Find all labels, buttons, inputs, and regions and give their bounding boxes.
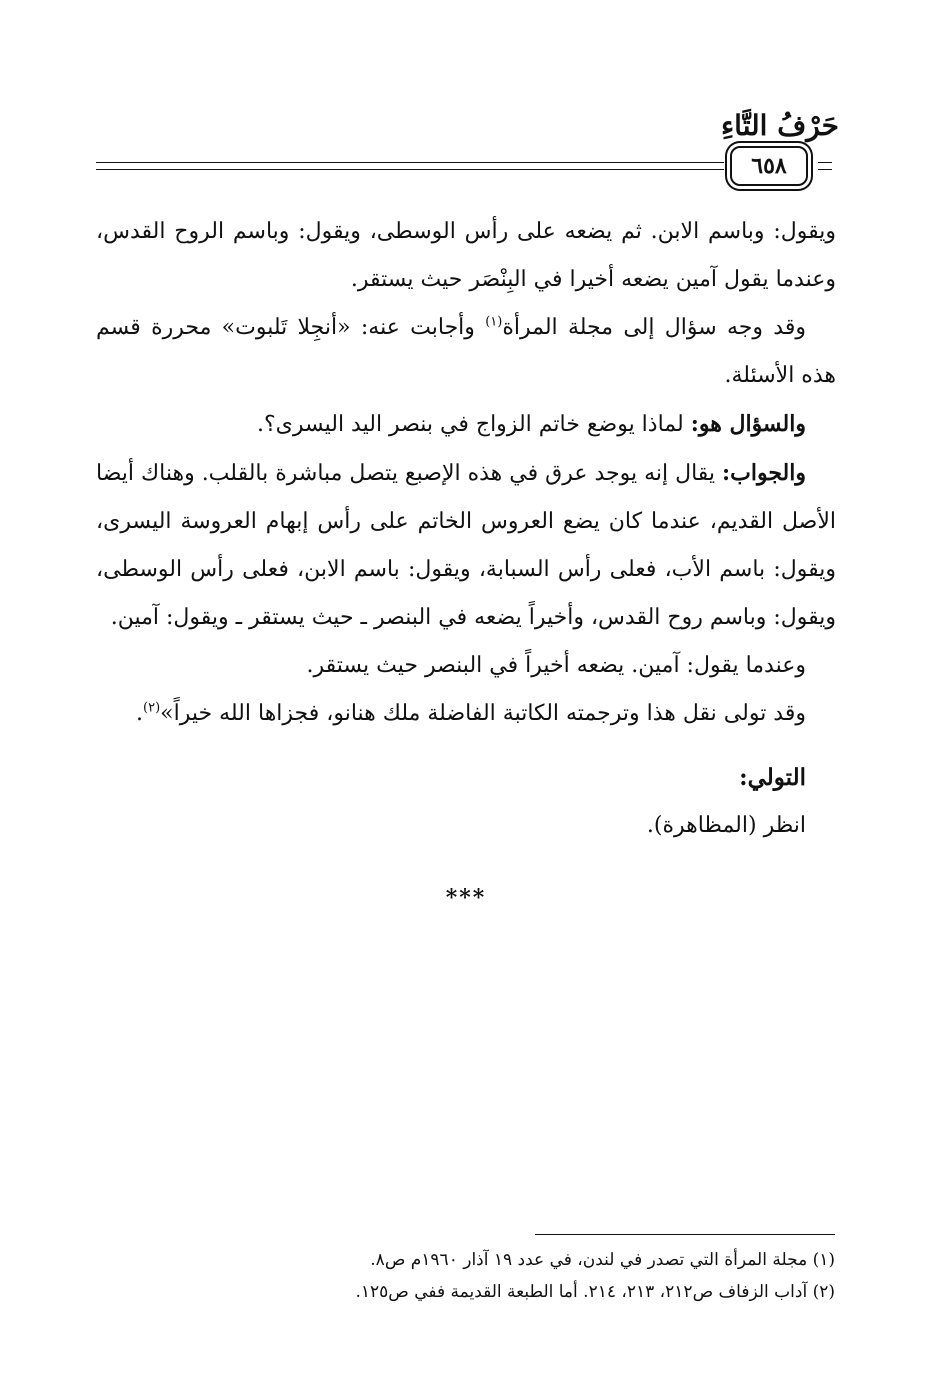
footnote-divider <box>535 1234 835 1235</box>
section-separator: *** <box>445 885 487 911</box>
question-label: والسؤال هو: <box>690 411 806 437</box>
footnote: (١) مجلة المرأة التي تصدر في لندن، في عدد ١٩ آذار ١٩٦٠م ص٨. <box>370 1250 835 1270</box>
paragraph-text: . <box>136 701 144 726</box>
paragraph-text: لماذا يوضع خاتم الزواج في بنصر اليد اليسرى؟. <box>256 412 691 437</box>
paragraph-text: وقد تولى نقل هذا وترجمته الكاتبة الفاضلة ملك هنانو، فجزاها الله خيراً» <box>160 701 806 726</box>
footnote-ref: (١) <box>485 314 503 330</box>
header-line-top <box>96 162 724 163</box>
footnote: (٢) آداب الزفاف ص٢١٢، ٢١٣، ٢١٤. أما الطبعة القديمة ففي ص١٢٥. <box>355 1282 835 1302</box>
chapter-title: حَرْفُ التَّاءِ <box>721 109 839 142</box>
answer-label: والجواب: <box>722 460 806 486</box>
header-rule <box>96 153 836 188</box>
header-line-end-top <box>818 162 832 163</box>
footnotes <box>99 1244 835 1308</box>
entry-heading: التولي: <box>739 764 806 791</box>
paragraph-text: وأجابت عنه: «أنجِلا تَلبوت» محررة قسم هذه الأسئلة. <box>96 315 836 388</box>
paragraph: انظر (المظاهرة). <box>646 813 806 838</box>
paragraph: ويقول: وباسم الابن. ثم يضعه على رأس الوسطى، ويقول: وباسم الروح القدس، وعندما يقول آمين يضعه أخيرا في البِنْصَر حيث يستقر. <box>96 219 836 292</box>
paragraph <box>96 449 836 642</box>
header-line-bottom <box>96 169 724 170</box>
paragraph: وعندما يقول: آمين. يضعه أخيراً في البنصر حيث يستقر. <box>306 653 806 678</box>
page-number: ٦٥٨ <box>730 146 808 186</box>
header-line-end-bottom <box>818 169 832 170</box>
paragraph-text: يقال إنه يوجد عرق في هذه الإصبع يتصل مباشرة بالقلب. وهناك أيضا الأصل القديم، عندما كان يضع العروس الخاتم على رأس إبهام العروسة اليسرى، ويقول: باسم الأب، فعلى رأس السبابة، ويقول: باسم الابن، فعلى رأس الوسطى، ويقول: وباسم روح القدس، وأخيراً يضعه في البنصر ـ حيث يستقر ـ ويقول: آمين. <box>95 461 836 630</box>
main-text <box>96 208 836 922</box>
paragraph <box>96 690 836 738</box>
paragraph <box>96 400 836 449</box>
paragraph <box>96 304 836 400</box>
footnote-ref: (٢) <box>143 700 161 716</box>
paragraph-text: وقد وجه سؤال إلى مجلة المرأة <box>502 315 806 340</box>
